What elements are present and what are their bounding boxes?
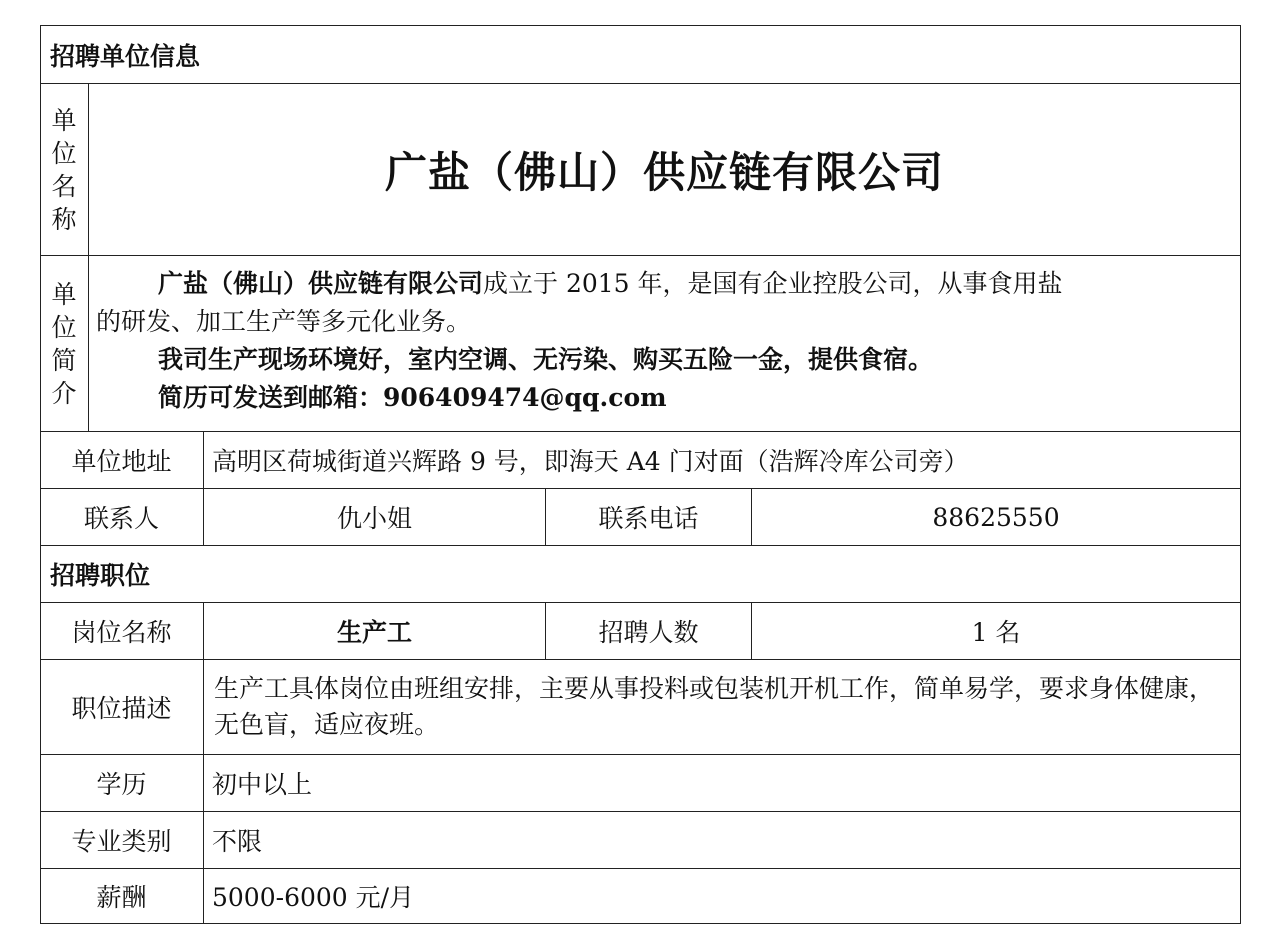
headcount-value: 1 名 (971, 618, 1021, 647)
job-description-value (204, 660, 1240, 754)
contact-person-value: 仇小姐 (336, 504, 412, 533)
divider (40, 255, 1241, 256)
address-value: 高明区荷城街道兴辉路 9 号，即海天 A4 门对面（浩辉冷库公司旁） (212, 447, 969, 476)
job-description-label: 职位描述 (71, 694, 172, 723)
salary-value: 5000-6000 元/月 (212, 883, 415, 912)
intro-text: 成立于 2015 年，是国有企业控股公司，从事食用盐 (483, 269, 1063, 298)
contact-phone-label: 联系电话 (598, 504, 699, 533)
contact-phone-value: 88625550 (932, 502, 1060, 532)
company-name: 广盐（佛山）供应链有限公司 (384, 147, 944, 197)
job-description-text: 生产工具体岗位由班组安排，主要从事投料或包装机开机工作，简单易学，要求身体健康，无色盲，适应夜班。 (214, 674, 1215, 739)
salary-label: 薪酬 (96, 883, 147, 912)
section-title-positions: 招聘职位 (50, 561, 151, 590)
company-intro-label: 单 位 简 介 (51, 279, 77, 408)
section-title-employer: 招聘单位信息 (50, 41, 201, 71)
education-label: 学历 (96, 770, 147, 799)
education-value: 初中以上 (212, 770, 313, 799)
major-label: 专业类别 (71, 827, 172, 856)
intro-text: 的研发、加工生产等多元化业务。 (96, 307, 472, 336)
intro-email: 简历可发送到邮箱：906409474@qq.com (158, 383, 667, 412)
position-name-value: 生产工 (336, 618, 412, 647)
contact-person-label: 联系人 (83, 504, 159, 533)
intro-company-name: 广盐（佛山）供应链有限公司 (158, 269, 484, 298)
major-value: 不限 (212, 827, 263, 856)
address-label: 单位地址 (71, 447, 172, 476)
company-name-label: 单 位 名 称 (51, 105, 77, 234)
position-name-label: 岗位名称 (71, 618, 172, 647)
intro-benefits: 我司生产现场环境好，室内空调、无污染、购买五险一金，提供食宿。 (158, 345, 934, 374)
company-intro (96, 265, 1236, 417)
headcount-label: 招聘人数 (598, 618, 699, 647)
